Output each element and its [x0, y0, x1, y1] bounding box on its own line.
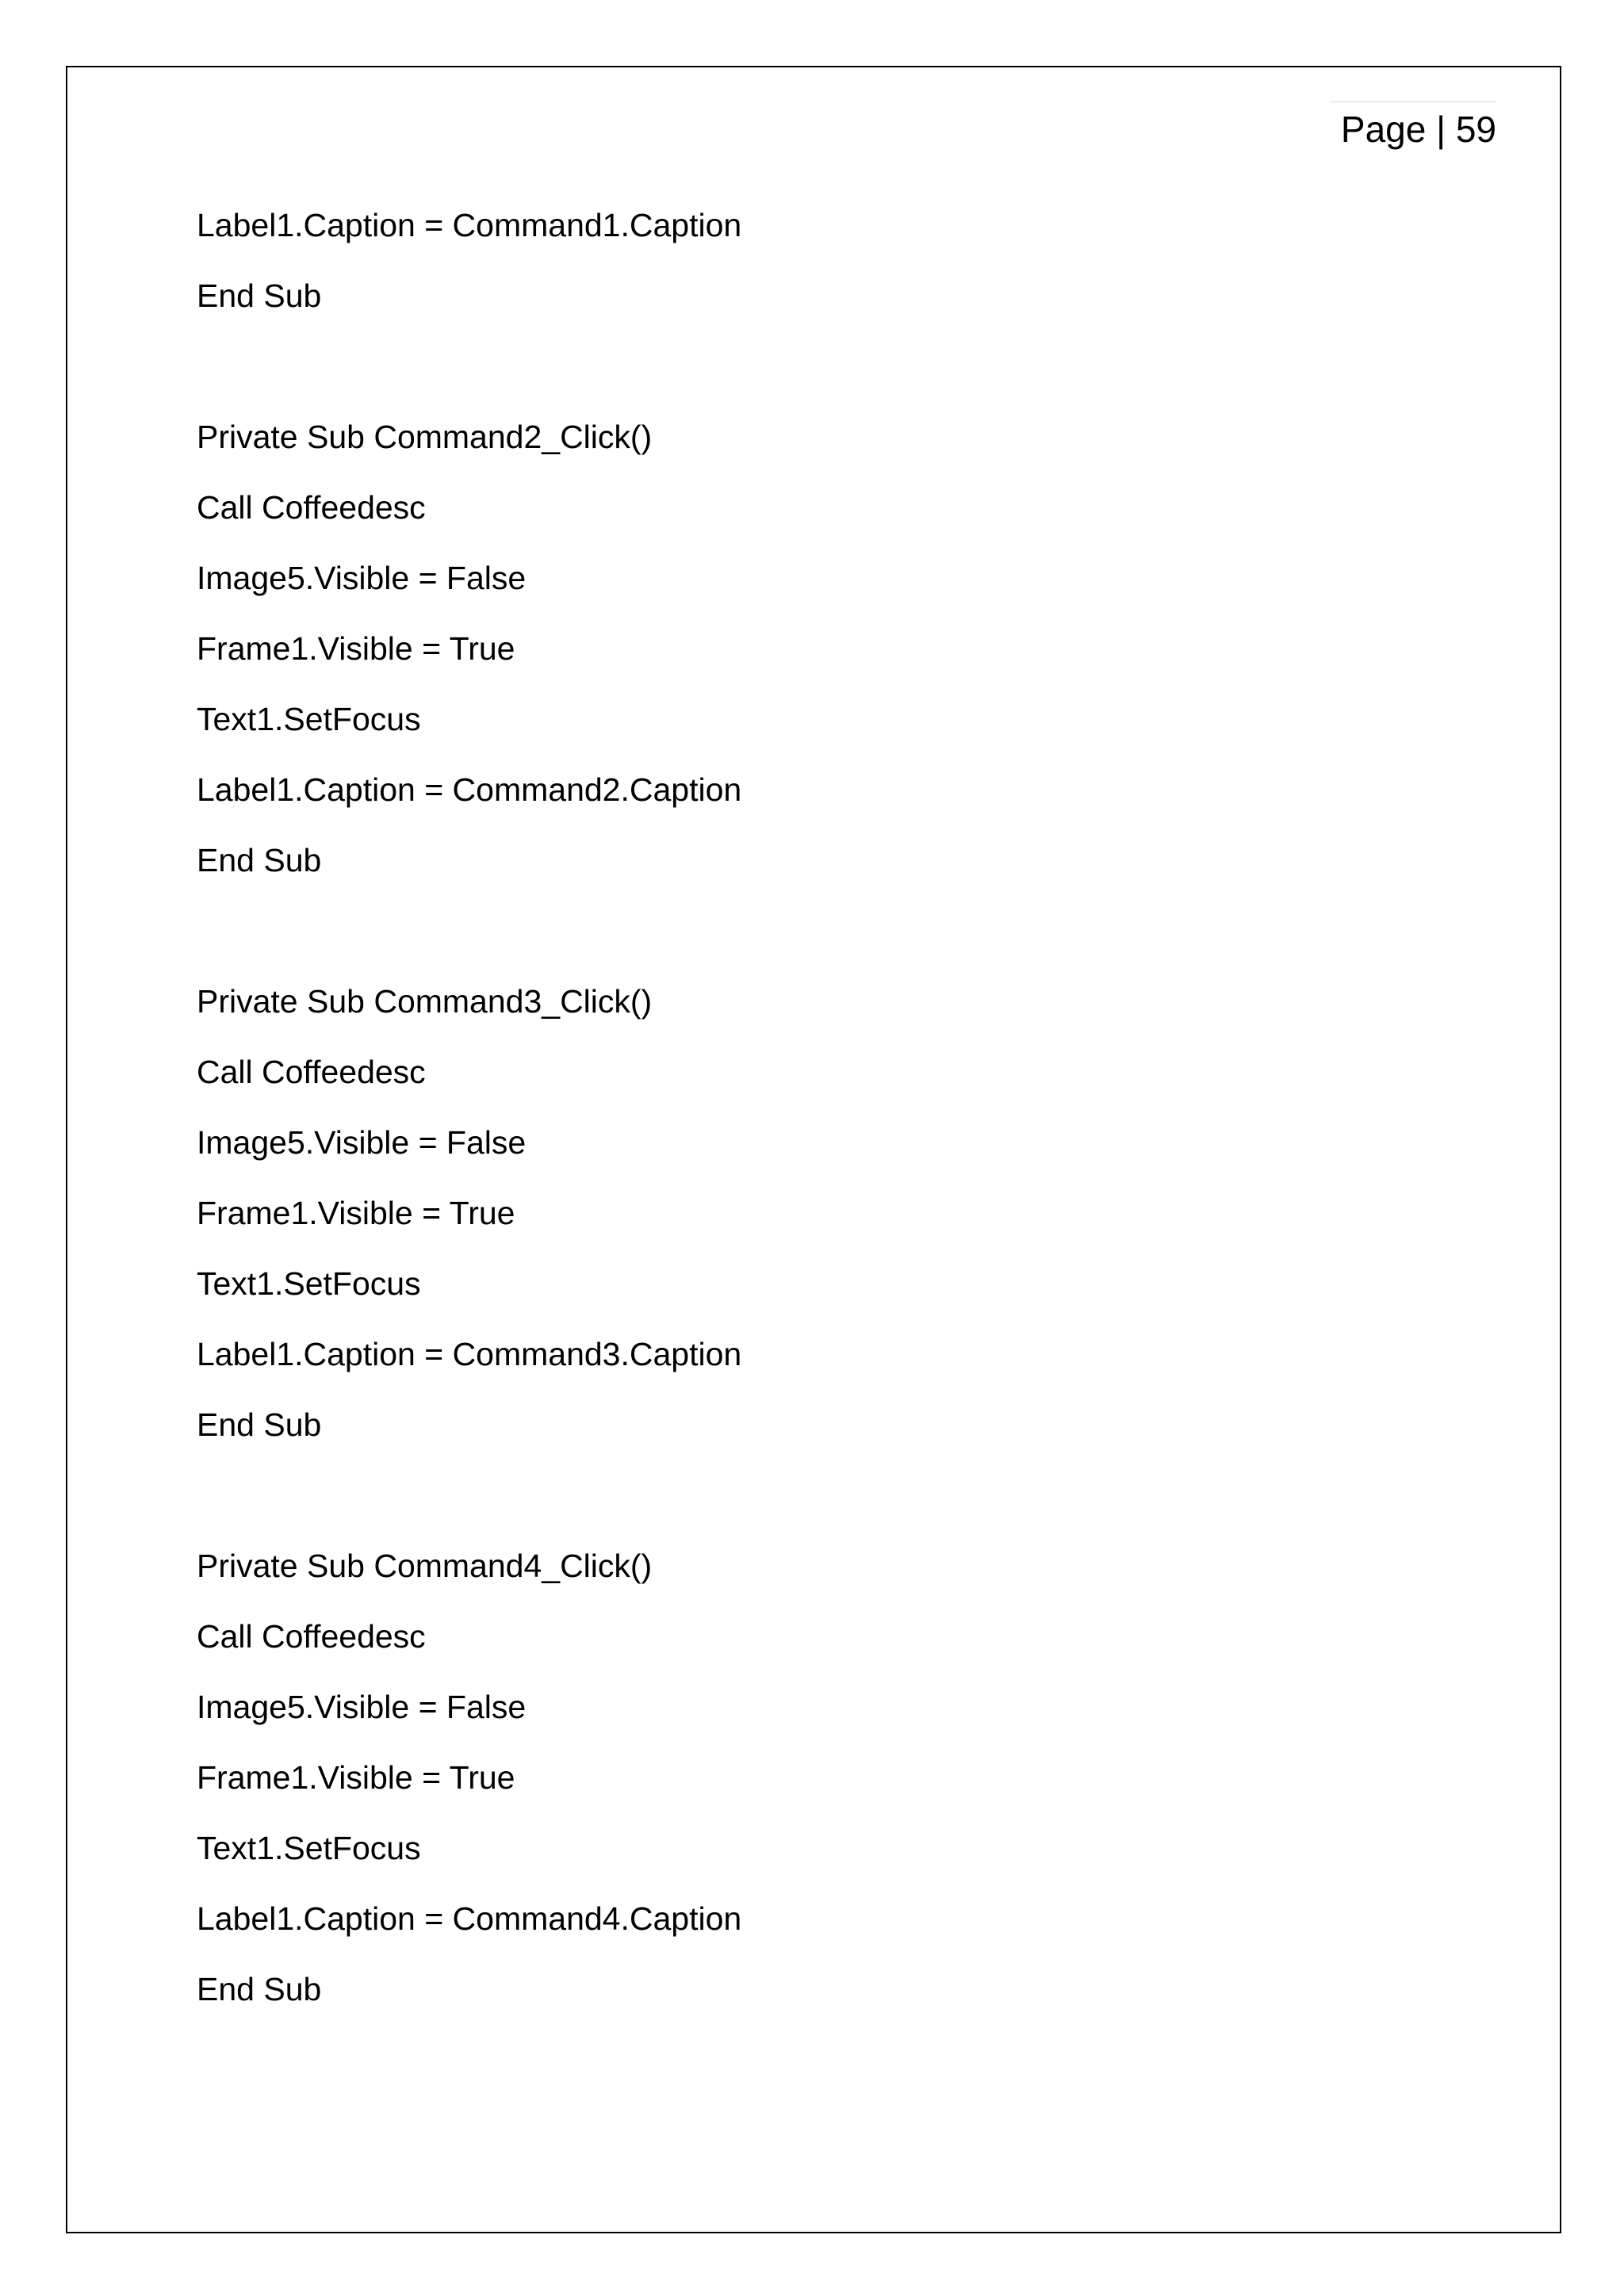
- code-line: Call Coffeedesc: [197, 1054, 426, 1090]
- blank-line: [197, 896, 1465, 966]
- code-line: Call Coffeedesc: [197, 489, 426, 526]
- code-line: Label1.Caption = Command1.Caption: [197, 207, 742, 243]
- code-line: Label1.Caption = Command2.Caption: [197, 771, 742, 808]
- code-line: End Sub: [197, 842, 322, 878]
- code-line: Text1.SetFocus: [197, 1265, 421, 1302]
- code-line: Frame1.Visible = True: [197, 1759, 515, 1796]
- code-line: Frame1.Visible = True: [197, 1195, 515, 1231]
- code-line: Private Sub Command2_Click(): [197, 419, 653, 455]
- code-line: Call Coffeedesc: [197, 1618, 426, 1655]
- blank-line: [197, 1460, 1465, 1531]
- code-line: Private Sub Command4_Click(): [197, 1548, 653, 1584]
- code-line: End Sub: [197, 1406, 322, 1443]
- page-number: Page | 59: [1330, 101, 1496, 153]
- code-line: End Sub: [197, 277, 322, 314]
- code-listing: [197, 190, 1465, 2025]
- code-line: End Sub: [197, 1971, 322, 2007]
- code-line: Image5.Visible = False: [197, 560, 527, 596]
- code-line: Image5.Visible = False: [197, 1689, 527, 1725]
- code-line: Private Sub Command3_Click(): [197, 983, 653, 1020]
- code-line: Label1.Caption = Command4.Caption: [197, 1900, 742, 1937]
- code-line: Label1.Caption = Command3.Caption: [197, 1336, 742, 1372]
- blank-line: [197, 331, 1465, 402]
- code-line: Image5.Visible = False: [197, 1124, 527, 1161]
- code-line: Text1.SetFocus: [197, 1830, 421, 1866]
- code-line: Frame1.Visible = True: [197, 630, 515, 667]
- code-line: Text1.SetFocus: [197, 701, 421, 737]
